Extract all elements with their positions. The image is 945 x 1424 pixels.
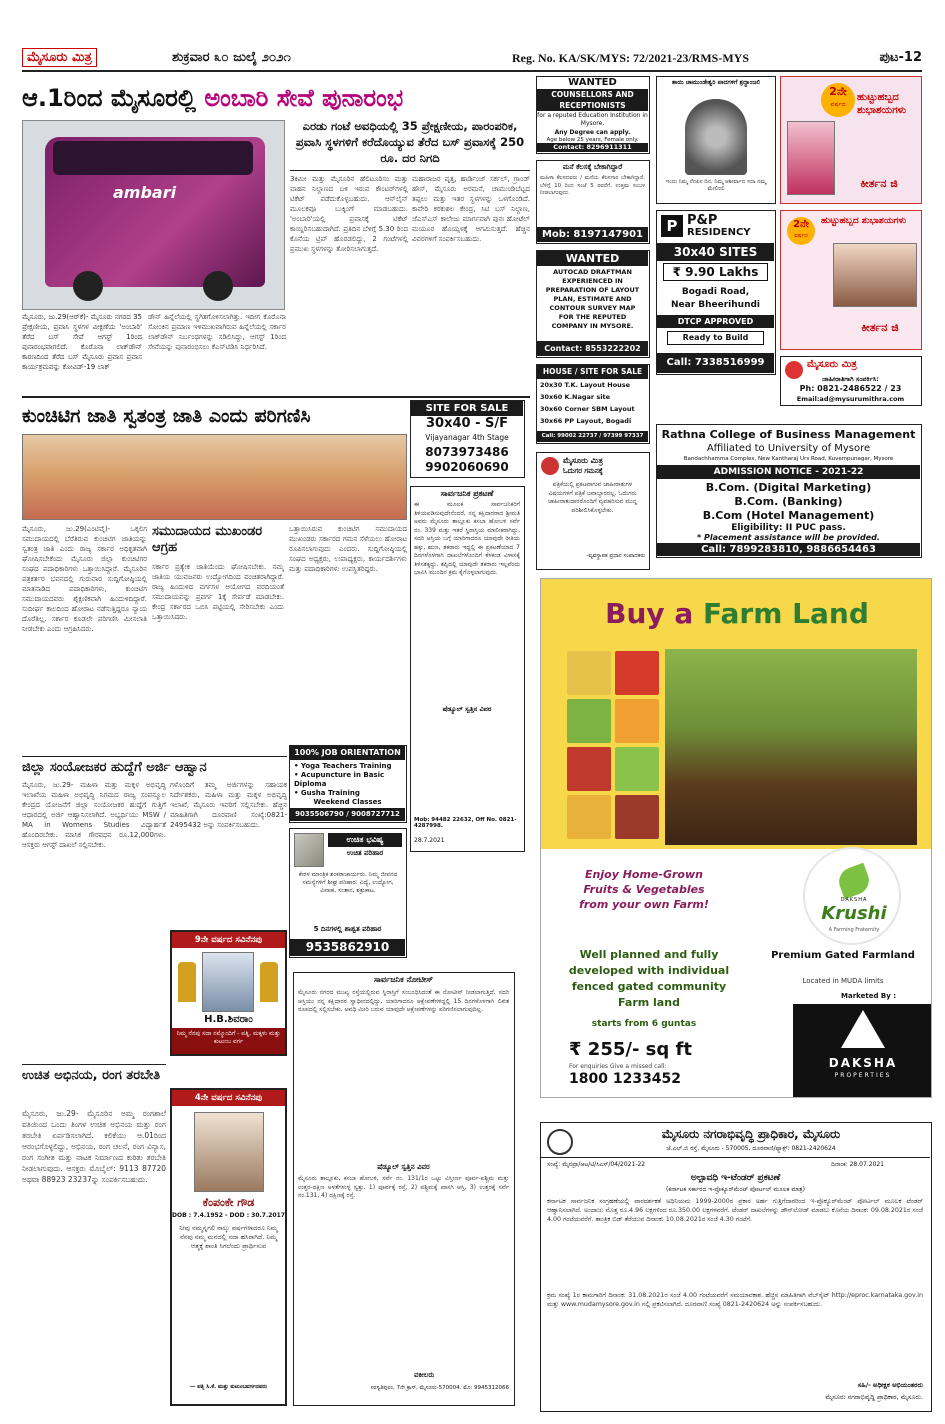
tender-ref: ಸಂಖ್ಯೆ: ಮೈನಪ್ರಾ/ಆಟ/ಟಿ/ಸಿಎಸ್/04/2021-22 bbox=[547, 1161, 646, 1168]
wanted2-title: WANTED bbox=[537, 251, 648, 266]
birthday-ad-2 bbox=[780, 210, 922, 350]
rathna-call: Call: 7899283810, 9886654463 bbox=[657, 543, 920, 556]
planting-photo bbox=[665, 649, 917, 845]
astrology-ad bbox=[289, 828, 407, 958]
page-number: ಪುಟ-12 bbox=[879, 50, 922, 65]
produce-tile bbox=[567, 699, 611, 743]
lamp-icon bbox=[178, 962, 196, 1002]
mitra-logo-icon bbox=[541, 457, 559, 475]
produce-grid bbox=[565, 649, 661, 845]
wanted2-l1: AUTOCAD DRAFTMAN bbox=[553, 268, 632, 276]
lamp-icon bbox=[260, 962, 278, 1002]
divider bbox=[22, 1064, 166, 1065]
rathna-placement: * Placement assistance will be provided. bbox=[697, 533, 880, 542]
produce-tile bbox=[615, 795, 659, 839]
farmland-starts: starts from 6 guntas bbox=[591, 1019, 697, 1029]
deity-image bbox=[685, 99, 747, 175]
story2-text-col3: ಒತ್ತಾಯಿಸಿರುವ ಕುಂಚಿಟಿಗ ಸಮುದಾಯದ ಮುಖಂಡರು ಸರ್ಕಾರದ ಗಮನ ಸೆಳೆಯಲು ಹೋರಾಟ ರೂಪಿಸಲಾಗುವುದು ಎಂದರು. ಸುದ್ದಿಗೋಷ್ಠಿಯಲ್ಲಿ ಸಂಘದ ಅಧ್ಯಕ್ಷರು, ಉಪಾಧ್ಯಕ್ಷರು, ಕಾರ್ಯದರ್ಶಿಗಳು ಮತ್ತು ಪದಾಧಿಕಾರಿಗಳು ಉಪಸ್ಥಿತರಿದ್ದರು. bbox=[289, 525, 407, 573]
house-site-title: HOUSE / SITE FOR SALE bbox=[537, 365, 648, 379]
tribute-title: ತಾಯಿ ಚಾಮುಂಡೇಶ್ವರಿ ಪಾದಗಳಿಗೆ ಶ್ರದ್ಧಾಂಜಲಿ bbox=[671, 79, 761, 86]
krushi-brand: DAKSHA bbox=[840, 897, 868, 903]
wanted1-title: WANTED bbox=[568, 77, 617, 88]
krushi-name: Krushi bbox=[821, 903, 887, 924]
public-notice-mobile: Mob: 94482 22632, Off No. 0821-4287998. bbox=[414, 817, 517, 829]
tender-text: ಕರ್ನಾಟಕ ಸಾರ್ವಜನಿಕ ಸಂಗ್ರಹಣೆಯಲ್ಲಿ ಪಾರದರ್ಶಕತೆ ಅಧಿನಿಯಮ 1999-2000ರ ಪ್ರಕಾರ ಅರ್ಹ ಗುತ್ತಿಗೆದಾರರಿಂದ ಇ-ಪ್ರೊಕ್ಯೂರ್‌ಮೆಂಟ್ ಪೋರ್ಟಲ್ ಮೂಲಕ ಟೆಂಡರ್ ಆಹ್ವಾನಿಸಲಾಗಿದೆ. ಅಂದಾಜು ಮೊತ್ತ ರೂ.4.96 ಲಕ್ಷಗಳಿಂದ ರೂ.350.00 ಲಕ್ಷಗಳವರೆಗೆ. ಟೆಂಡರ್ ದಾಖಲೆಗಳನ್ನು ಡೌನ್‌ಲೋಡ್ ಮಾಡಲು ಕೊನೆಯ ದಿನಾಂಕ: 09.08.2021ರ ಸಂಜೆ 4.00 ಗಂಟೆಯವರೆಗೆ. ತಾಂತ್ರಿಕ ಬಿಡ್ ತೆರೆಯುವ ದಿನಾಂಕ: 10.08.2021ರ ಸಂಜೆ 4.30 ಗಂಟೆಗೆ. bbox=[547, 1198, 923, 1223]
daksha-logo bbox=[793, 1004, 932, 1098]
anniversary-1-text: ನಿಮ್ಮ ನೆನಪು ಸದಾ ನಮ್ಮೊಂದಿಗೆ - ಪತ್ನಿ, ಮಕ್ಕಳು ಮತ್ತು ಕುಟುಂಬ ವರ್ಗ bbox=[172, 1028, 285, 1054]
farmland-price: ₹ 255/- sq ft bbox=[569, 1039, 692, 1060]
wanted2-l2: EXPERIENCED IN bbox=[562, 277, 623, 285]
legal-notice bbox=[293, 972, 515, 1406]
wanted2-l6: FOR THE REPUTED bbox=[558, 313, 627, 321]
rathna-address: Bandachhamma Complex, New Kantharaj Urs Road, Kuvempunagar, Mysore bbox=[683, 456, 894, 462]
mitra-contact-phone: Ph: 0821-2486522 / 23 bbox=[799, 384, 902, 393]
reader-box-title: ಮೈಸೂರು ಮಿತ್ರ bbox=[563, 456, 603, 465]
legal-notice-text: ಮೈಸೂರು ನಗರದ ಮುಖ್ಯ ರಸ್ತೆಯಲ್ಲಿರುವ ಸ್ಥಿರಾಸ್ತಿಗೆ ಸಂಬಂಧಿಸಿದಂತೆ ಈ ನೋಟೀಸ್ ನೀಡಲಾಗುತ್ತಿದೆ. ಸದರಿ ಆಸ್ತಿಯು ನನ್ನ ಕಕ್ಷಿದಾರರ ಸ್ವಾಧೀನದಲ್ಲಿದ್ದು, ಯಾರಿಗಾದರೂ ಆಕ್ಷೇಪಣೆಗಳಿದ್ದಲ್ಲಿ 15 ದಿನಗಳೊಳಗಾಗಿ ಲಿಖಿತ ರೂಪದಲ್ಲಿ ಸಲ್ಲಿಸಬೇಕು. ಅವಧಿ ಮೀರಿ ಬರುವ ಯಾವುದೇ ಆಕ್ಷೇಪಣೆಗಳನ್ನು ಪರಿಗಣಿಸಲಾಗುವುದಿಲ್ಲ. bbox=[298, 989, 509, 1013]
job-ad-line1: • Yoga Teachers Training bbox=[294, 762, 392, 770]
registration-number: Reg. No. KA/SK/MYS: 72/2021-23/RMS-MYS bbox=[512, 51, 749, 65]
lead-headline-part1: ಆ.1ರಿಂದ ಮೈಸೂರಲ್ಲಿ bbox=[22, 84, 205, 112]
house-site-item: 20x30 T.K. Layout House bbox=[540, 381, 631, 389]
tribute-ad bbox=[656, 76, 776, 204]
tender-sign2: ಮೈಸೂರು ನಗರಾಭಿವೃದ್ಧಿ ಪ್ರಾಧಿಕಾರ, ಮೈಸೂರು. bbox=[825, 1393, 923, 1401]
housekeeping-ad bbox=[536, 160, 650, 244]
produce-tile bbox=[567, 795, 611, 839]
pp-brand: P&P bbox=[687, 213, 718, 228]
rathna-affil: Affiliated to University of Mysore bbox=[706, 443, 871, 454]
public-notice-text: ಈ ಮೂಲಕ ಸಾರ್ವಜನಿಕರಿಗೆ ತಿಳಿಯಪಡಿಸುವುದೇನೆಂದರೆ, ನನ್ನ ಕಕ್ಷಿದಾರರಾದ ಶ್ರೀಮತಿ ಅವರು ಮೈಸೂರು ತಾಲ್ಲೂಕು ಕಸಬಾ ಹೋಬಳಿ ಸರ್ವೆ ನಂ. 339 ಮತ್ತು ಇತರೆ ಸ್ಥಿರಾಸ್ತಿಯ ಮಾಲೀಕರಾಗಿದ್ದು, ಸದರಿ ಆಸ್ತಿಯ ಬಗ್ಗೆ ಯಾರಿಗಾದರೂ ಯಾವುದೇ ರೀತಿಯ ಹಕ್ಕು, ಋಣ, ತಕರಾರು ಇದ್ದಲ್ಲಿ ಈ ಪ್ರಕಟಣೆಯಾದ 7 ದಿನಗಳೊಳಗಾಗಿ ದಾಖಲೆಗಳೊಂದಿಗೆ ಕೆಳಕಂಡ ವಿಳಾಸಕ್ಕೆ ತಿಳಿಸತಕ್ಕದ್ದು. ತಪ್ಪಿದಲ್ಲಿ ಯಾವುದೇ ತಕರಾರು ಇಲ್ಲವೆಂದು ಭಾವಿಸಿ ಮುಂದಿನ ಕ್ರಮ ಕೈಗೊಳ್ಳಲಾಗುವುದು. bbox=[414, 501, 520, 576]
public-notice-schedule: ಷೆಡ್ಯೂಲ್ ಸ್ವತ್ತಿನ ವಿವರ bbox=[442, 705, 492, 713]
housekeeping-text: ಮಹಿಳಾ ಕೆಲಸದವರು / ಮನೆಯ ಕೆಲಸಗಾರ ಬೇಕಾಗಿದ್ದಾರೆ. ಬೆಳಿಗ್ಗೆ 10 ರಿಂದ ಸಂಜೆ 5 ರವರೆಗೆ. ಉತ್ತಮ ಸಂಬಳ ನೀಡಲಾಗುವುದು. bbox=[540, 175, 645, 196]
bus-wheel-front bbox=[73, 271, 103, 301]
produce-tile bbox=[615, 747, 659, 791]
house-site-call: Call: 99002 22737 / 97399 97337 bbox=[537, 431, 648, 442]
job-ad-title: 100% JOB ORIENTATION bbox=[290, 746, 405, 760]
story3-text: ಮೈಸೂರು, ಜು.29- ಮಹಿಳಾ ಮತ್ತು ಮಕ್ಕಳ ಅಭಿವೃದ್ಧಿ ಇಲಾಖೆಯ ಮಹಿಳಾ ಅಭಿವೃದ್ಧಿ ನಿಗಮದ ರಾಜ್ಯ ಸಂಪನ್ಮೂಲ ಕೇಂದ್ರದ ಯೋಜನೆಗೆ ಜಿಲ್ಲಾ ಸಂಯೋಜಕರ ಹುದ್ದೆಗೆ ಗುತ್ತಿಗೆ ಆಧಾರದಲ್ಲಿ ಅರ್ಜಿ ಆಹ್ವಾನಿಸಲಾಗಿದೆ. ಅಭ್ಯರ್ಥಿಯು MSW / MA in Womens Studies ವಿದ್ಯಾರ್ಹತೆ ಹೊಂದಿರಬೇಕು. ಮಾಸಿಕ ಗೌರವಧನ ರೂ.12,000ಗಳು. ಆಸಕ್ತರು ಆಗಸ್ಟ್ ದಾಖಲೆ ಸಲ್ಲಿಸಬೇಕು. bbox=[22, 781, 166, 849]
pp-dtcp: DTCP APPROVED bbox=[657, 315, 774, 328]
astro-text: ಕೇರಳ ಮಾಂತ್ರಿಕ ಶಂಕರಾಚಾರ್ಯರು. ನಿಮ್ಮ ಜೀವನದ ಸಮಸ್ಯೆಗಳಿಗೆ ಶೀಘ್ರ ಪರಿಹಾರ: ವಿದ್ಯೆ, ಉದ್ಯೋಗ, ವಿವಾಹ, ಸಂತಾನ, ಶತ್ರುಕಾಟ. bbox=[298, 871, 398, 894]
tender-text2: ಕ್ರಮ ಸಂಖ್ಯೆ 1ರ ಕಾಮಗಾರಿಗೆ ದಿನಾಂಕ: 31.08.2021ರ ಸಂಜೆ 4.00 ಗಂಟೆಯವರೆಗೆ ಸಮಯಾವಕಾಶ. ಹೆಚ್ಚಿನ ಮಾಹಿತಿಗಾಗಿ ವೆಬ್‌ಸೈಟ್ http://eproc.karnataka.gov.in ಮತ್ತು www.mudamysore.gov.in ನಲ್ಲಿ ಪ್ರಕಟಿಸಲಾಗಿದೆ. ದೂರವಾಣಿ ಸಂಖ್ಯೆ 0821-2420624 ಅನ್ನು ಸಂಪರ್ಕಿಸಬಹುದು. bbox=[547, 1292, 923, 1308]
story2-text-col2: ಸರ್ಕಾರ ಪ್ರತ್ಯೇಕ ಜಾತಿಯೆಂದು ಘೋಷಿಸಬೇಕು. ನಮ್ಮ ಜಾತಿಯ ಯುವಜನರು ಉದ್ಯೋಗದಿಂದ ವಂಚಿತರಾಗಿದ್ದಾರೆ. ರಾಜ್ಯ ಹಿಂದುಳಿದ ವರ್ಗಗಳ ಆಯೋಗದ ವರದಿಯಂತೆ ಸಮುದಾಯವನ್ನು ಪ್ರವರ್ಗ 1ಕ್ಕೆ ಸೇರ್ಪಡೆ ಮಾಡಬೇಕು. ಕೇಂದ್ರ ಸರ್ಕಾರದ ಒಬಿಸಿ ಪಟ್ಟಿಯಲ್ಲಿ ಸೇರಿಸಬೇಕು ಎಂದು ಒತ್ತಾಯಿಸಿದರು. bbox=[152, 563, 284, 621]
story3-text2: ಗಳೊಂದಿಗೆ ತಮ್ಮ ಅರ್ಜಿಗಳನ್ನು ಸಹಾಯಕ ನಿರ್ದೇಶಕರು, ಮಹಿಳಾ ಮತ್ತು ಮಕ್ಕಳ ಅಭಿವೃದ್ಧಿ ಇಲಾಖೆ, ಮೈಸೂರು ಇವರಿಗೆ ಸಲ್ಲಿಸಬೇಕು. ಹೆಚ್ಚಿನ ಮಾಹಿತಿಗಾಗಿ ದೂರವಾಣಿ ಸಂಖ್ಯೆ:0821-2495432 ಅನ್ನು ಸಂಪರ್ಕಿಸಬಹುದು. bbox=[170, 781, 287, 829]
tender-date: ದಿನಾಂಕ: 28.07.2021 bbox=[831, 1161, 884, 1168]
lead-text-col2: ಡೌನ್ ಹಿನ್ನೆಲೆಯಲ್ಲಿ ಸ್ಥಗಿತಗೊಳಿಸಲಾಗಿತ್ತು. ಇದೀಗ ಕೊರೊನಾ ಸೋಂಕಿನ ಪ್ರಮಾಣ ಇಳಿಮುಖವಾಗಿರುವ ಹಿನ್ನೆಲೆಯಲ್ಲಿ ಸರ್ಕಾರ ಲಾಕ್‌ಡೌನ್ ನಿರ್ಬಂಧಗಳನ್ನು ಸಡಿಲಿಸಿದ್ದು, ಆಗಸ್ಟ್ 1ರಿಂದ ಸೇವೆಯನ್ನು ಪುನಾರಂಭಿಸಲು ಕೆಎಸ್‌ಟಿಡಿಸಿ ನಿರ್ಧರಿಸಿದೆ. bbox=[148, 313, 286, 351]
krushi-tag: A Farming Fraternity bbox=[828, 927, 880, 933]
tender-heading: ಅಲ್ಪಾವಧಿ ಇ-ಟೆಂಡರ್ ಪ್ರಕಟಣೆ bbox=[690, 1173, 781, 1183]
farmland-premium: Premium Gated Farmland bbox=[771, 950, 915, 961]
lead-headline-accent: ಅಂಬಾರಿ ಸೇವೆ ಪುನಾರಂಭ bbox=[204, 84, 404, 112]
krushi-logo bbox=[803, 847, 901, 945]
dateline: ಶುಕ್ರವಾರ ೩೦ ಜುಲೈ ೨೦೨೧ bbox=[172, 50, 291, 65]
public-notice bbox=[410, 486, 525, 852]
astro-sub: ಉಚಿತ ಪರಿಹಾರ bbox=[346, 849, 384, 857]
pp-residency-ad bbox=[656, 210, 776, 375]
divider bbox=[22, 396, 530, 398]
wanted1-line2: RECEPTIONISTS bbox=[537, 100, 648, 111]
anniversary-2-text: ನೀವು ನಮ್ಮನ್ನಗಲಿ ನಾಲ್ಕು ವರ್ಷಗಳಾದರೂ ನಿಮ್ಮ ನೆನಪು ನಮ್ಮ ಮನದಲ್ಲಿ ಸದಾ ಹಸಿರಾಗಿದೆ. ನಿಮ್ಮ ಆತ್ಮಕ್ಕೆ ಶಾಂತಿ ಸಿಗಲೆಂದು ಪ್ರಾರ್ಥಿಸುವ bbox=[179, 1224, 278, 1250]
story4-headline: ಉಚಿತ ಅಭಿನಯ, ರಂಗ ತರಬೇತಿ bbox=[22, 1068, 161, 1083]
site-ad-location: Vijayanagar 4th Stage bbox=[425, 433, 509, 442]
p-logo-icon: P bbox=[661, 215, 683, 237]
anniversary-ad-2 bbox=[170, 1088, 287, 1406]
newspaper-logo: ಮೈಸೂರು ಮಿತ್ರ bbox=[22, 48, 97, 67]
wanted2-l4: PLAN, ESTIMATE AND bbox=[553, 295, 632, 303]
portrait-photo bbox=[202, 952, 254, 1012]
job-orientation-ad bbox=[289, 745, 407, 823]
farmland-headline bbox=[541, 597, 932, 630]
story3-headline: ಜಿಲ್ಲಾ ಸಂಯೋಜಕರ ಹುದ್ದೆಗೆ ಅರ್ಜಿ ಆಹ್ವಾನ bbox=[22, 760, 207, 775]
story2-headline: ಕುಂಚಿಟಿಗ ಜಾತಿ ಸ್ವತಂತ್ರ ಜಾತಿ ಎಂದು ಪರಿಗಣಿಸಿ bbox=[22, 405, 311, 427]
public-notice-title: ಸಾರ್ವಜನಿಕ ಪ್ರಕಟಣೆ bbox=[440, 489, 494, 498]
tender-address: ಜೆ.ಎಲ್.ಬಿ ರಸ್ತೆ, ಮೈಸೂರು - 570005, ದೂರವಾಣಿ/ಫ್ಯಾಕ್ಸ್: 0821-2420624 bbox=[666, 1145, 836, 1152]
job-ad-line4: Weekend Classes bbox=[313, 798, 382, 806]
farmland-phone: 1800 1233452 bbox=[569, 1071, 682, 1087]
daksha-properties: PROPERTIES bbox=[834, 1072, 892, 1079]
mitra-contact-title: ಮೈಸೂರು ಮಿತ್ರ bbox=[807, 359, 857, 370]
reader-notice-box bbox=[536, 452, 650, 570]
birthday1-badge-word: ವರ್ಷದ bbox=[830, 101, 846, 108]
rathna-course: B.Com. (Digital Marketing) bbox=[705, 481, 872, 494]
birthday1-title: ಹುಟ್ಟುಹಬ್ಬದ ಶುಭಾಶಯಗಳು bbox=[857, 92, 907, 116]
house-site-item: 30x60 Corner SBM Layout bbox=[540, 405, 635, 413]
job-ad-line3: • Gusha Training bbox=[294, 789, 360, 797]
lead-text-col4: ಮಹಾರಾಜರ ವೃತ್ತ, ಹಾರ್ಡಿಂಜ್ ಸರ್ಕಲ್, ಗ್ರಾಂಡ್ ಹೌಸ್, ಮೈಸೂರು ಅರಮನೆ, ಚಾಮುಂಡಿಬೆಟ್ಟದ ತಪ್ಪಲು ಮತ್ತು ಇತರ ಸ್ಥಳಗಳನ್ನು ಒಳಗೊಂಡಿದೆ. ಕಾವೇರಿ ಕರಕುಶಲ ಕೇಂದ್ರ, ಸಿಟಿ ಬಸ್ ನಿಲ್ದಾಣ, ಜೆಎಸ್‌ಎಸ್ ಕಾಲೇಜು ಮಾರ್ಗವಾಗಿ ಪುನಃ ಹೋಟೆಲ್ ಮಯೂರ ಹೊಯ್ಸಳಕ್ಕೆ ಆಗಮಿಸುತ್ತದೆ. ಹೆಚ್ಚಿನ ವಿವರಗಳಿಗೆ ಸಂಪರ್ಕಿಸಬಹುದು. bbox=[412, 175, 530, 243]
public-notice-date: 28.7.2021 bbox=[414, 837, 445, 844]
wanted1-line1: COUNSELLORS AND bbox=[537, 89, 648, 100]
wanted2-l3: PREPARATION OF LAYOUT bbox=[545, 286, 640, 294]
legal-notice-schedule-text: ಮೈಸೂರು ತಾಲ್ಲೂಕು, ಕಸಬಾ ಹೋಬಳಿ, ಸರ್ವೆ ನಂ. 131/1ರ ಒಟ್ಟು ವಿಸ್ತೀರ್ಣ ಪೂರ್ವ-ಪಶ್ಚಿಮ ಮತ್ತು ಉತ್ತರ-ದಕ್ಷಿಣ ಅಳತೆಗಳುಳ್ಳ ಸ್ವತ್ತು. 1) ಪೂರ್ವಕ್ಕೆ ರಸ್ತೆ, 2) ಪಶ್ಚಿಮಕ್ಕೆ ಖಾಸಗಿ ಆಸ್ತಿ, 3) ಉತ್ತರಕ್ಕೆ ಸರ್ವೆ ನಂ.131, 4) ದಕ್ಷಿಣಕ್ಕೆ ರಸ್ತೆ. bbox=[298, 1175, 509, 1199]
farmland-buy: Buy a bbox=[605, 597, 704, 630]
farmland-muda: Located in MUDA limits bbox=[802, 977, 884, 985]
story2-section-head: ಸಮುದಾಯದ ಮುಖಂಡರ ಆಗ್ರಹ bbox=[152, 524, 263, 555]
job-ad-phone: 9035506790 / 9008727712 bbox=[290, 808, 405, 821]
divider bbox=[290, 170, 530, 171]
reader-box-text: ಪತ್ರಿಕೆಯಲ್ಲಿ ಪ್ರಕಟವಾಗುವ ಜಾಹೀರಾತುಗಳ ವಿಷಯಗಳಿಗೆ ಪತ್ರಿಕೆ ಜವಾಬ್ದಾರರಲ್ಲ. ಓದುಗರು ಜಾಹೀರಾತುದಾರರೊಂದಿಗೆ ವ್ಯವಹರಿಸುವ ಮುನ್ನ ಪರಿಶೀಲಿಸಿಕೊಳ್ಳಬೇಕು. bbox=[547, 481, 638, 514]
farmland-enquiries: For enquiries Give a missed call: bbox=[569, 1063, 667, 1070]
astro-phone: 9535862910 bbox=[290, 939, 405, 956]
anniversary-2-title: 4ನೇ ವರ್ಷದ ಸವಿನೆನಪು bbox=[172, 1090, 285, 1106]
birthday-ad-1 bbox=[780, 76, 922, 204]
divider bbox=[22, 756, 287, 757]
produce-tile bbox=[567, 747, 611, 791]
bus-wheel-rear bbox=[203, 271, 233, 301]
ambari-bus-photo bbox=[22, 120, 285, 310]
site-ad-title: SITE FOR SALE bbox=[411, 401, 523, 416]
tender-title: ಮೈಸೂರು ನಗರಾಭಿವೃದ್ಧಿ ಪ್ರಾಧಿಕಾರ, ಮೈಸೂರು bbox=[661, 1127, 841, 1141]
leaf-icon bbox=[835, 863, 873, 900]
anniversary-ad-1 bbox=[170, 930, 287, 1056]
wanted-draftsman-ad bbox=[536, 250, 650, 358]
wanted1-line5: Age below 25 years, Female only. bbox=[546, 137, 639, 143]
legal-notice-address: ಸರಸ್ವತಿಪುರಂ, 7ನೇ ಕ್ರಾಸ್, ಮೈಸೂರು-570004. ಮೊ: 9945312066 bbox=[370, 1385, 509, 1391]
masthead bbox=[22, 48, 922, 72]
house-site-item: 30x66 PP Layout, Bogadi bbox=[540, 417, 632, 425]
pp-location2: Near Bheerihundi bbox=[670, 300, 761, 310]
farmland-enjoy: Enjoy Home-Grown Fruits & Vegetables from your own Farm! bbox=[579, 868, 709, 911]
legal-notice-title: ಸಾರ್ವಜನಿಕ ನೋಟೀಸ್ bbox=[373, 975, 434, 984]
mitra-contact-email: Email:ad@mysurumithra.com bbox=[796, 395, 905, 403]
rathna-college-ad bbox=[656, 424, 922, 558]
site-ad-size: 30x40 - S/F bbox=[425, 416, 508, 431]
mitra-contact-ad bbox=[780, 356, 922, 406]
wanted1-contact: Contact: 8296911311 bbox=[537, 143, 648, 152]
birthday2-title: ಹುಟ್ಟುಹಬ್ಬದ ಶುಭಾಶಯಗಳು bbox=[821, 216, 907, 226]
farmland-planned: Well planned and fully developed with individual fenced gated community Farm land bbox=[568, 948, 730, 1009]
legal-notice-schedule: ಷೆಡ್ಯೂಲ್ ಸ್ವತ್ತಿನ ವಿವರ bbox=[377, 1163, 430, 1171]
tender-sign: ಸಹಿ/- ಅಧೀಕ್ಷಕ ಅಭಿಯಂತರರು bbox=[857, 1381, 923, 1389]
farmland-ad bbox=[540, 578, 932, 1098]
astro-days: 5 ದಿನಗಳಲ್ಲಿ ಶಾಶ್ವತ ಪರಿಹಾರ bbox=[313, 925, 382, 933]
emblem-icon bbox=[547, 1129, 573, 1155]
wanted1-line4: Any Degree can apply. bbox=[554, 129, 631, 136]
birthday1-name: ಕೀರ್ತನ ಜಿ bbox=[860, 177, 898, 190]
bus-window bbox=[53, 141, 253, 175]
meeting-photo bbox=[22, 434, 407, 520]
wanted2-l7: COMPANY IN MYSORE. bbox=[551, 322, 634, 330]
rathna-course: B.Com. (Banking) bbox=[734, 495, 843, 508]
pp-price: ₹ 9.90 Lakhs bbox=[663, 263, 768, 281]
portrait-photo bbox=[194, 1112, 264, 1192]
produce-tile bbox=[615, 699, 659, 743]
reader-box-sub: ಓದುಗರ ಗಮನಕ್ಕೆ bbox=[563, 467, 603, 475]
rathna-title: Rathna College of Business Management bbox=[661, 428, 916, 441]
housekeeping-title: ಮನೆ ಕೆಲಸಕ್ಕೆ ಬೇಕಾಗಿದ್ದಾರೆ bbox=[562, 163, 623, 171]
legal-notice-sign: ವಕೀಲರು bbox=[414, 1371, 435, 1379]
rathna-notice: ADMISSION NOTICE - 2021-22 bbox=[657, 465, 920, 479]
wanted1-line3: for a reputed Education Institution in Mysore. bbox=[537, 112, 648, 127]
astro-title: ಉಚಿತ ಭವಿಷ್ಯ bbox=[328, 833, 402, 847]
divider bbox=[541, 1157, 930, 1158]
house-site-sale-ad bbox=[536, 364, 650, 444]
rathna-eligibility: Eligibility: II PUC pass. bbox=[731, 523, 846, 533]
pp-sites: 30x40 SITES bbox=[657, 243, 774, 261]
story2-text-col1: ಮೈಸೂರು, ಜು.29(ಎಂಟಿವೈ)- ಒಕ್ಕಲಿಗ ಸಮುದಾಯದಲ್ಲಿ ಬೆರೆತಿರುವ ಕುಂಚಿಟಿಗ ಜಾತಿಯನ್ನು ಸ್ವತಂತ್ರ ಜಾತಿ ಎಂದು ರಾಜ್ಯ ಸರ್ಕಾರ ಅಧಿಕೃತವಾಗಿ ಘೋಷಿಸಬೇಕೆಂದು ಮೈಸೂರು ಜಿಲ್ಲಾ ಕುಂಚಿಟಿಗರ ಸಂಘದ ಪದಾಧಿಕಾರಿಗಳು ಒತ್ತಾಯಿಸಿದ್ದಾರೆ. ಮೈಸೂರಿನ ಪತ್ರಕರ್ತರ ಭವನದಲ್ಲಿ ಗುರುವಾರ ಸುದ್ದಿಗೋಷ್ಠಿಯಲ್ಲಿ ಮಾತನಾಡಿದ ಪದಾಧಿಕಾರಿಗಳು, ಕುಂಚಿಟಿಗ ಸಮುದಾಯದವರು ಶೈಕ್ಷಣಿಕವಾಗಿ ಹಿಂದುಳಿದಿದ್ದಾರೆ. ಸುದೀರ್ಘ ಕಾಲದಿಂದ ಹೋರಾಟ ನಡೆಸುತ್ತಿದ್ದರೂ ನ್ಯಾಯ ದೊರೆತಿಲ್ಲ. ಸರ್ಕಾರ ಕೂಡಲೇ ಪರಿಗಣಿಸಿ ಮೀಸಲಾತಿ ನೀಡಬೇಕು ಎಂದು ಆಗ್ರಹಿಸಿದರು. bbox=[22, 525, 147, 633]
farmland-marketed: Marketed By : bbox=[841, 992, 897, 1000]
story4-text: ಮೈಸೂರು, ಜು.29- ಮೈಸೂರಿನ ಅಮ್ಮ ರಂಗಶಾಲೆ ವತಿಯಿಂದ ಒಂದು ತಿಂಗಳ ಉಚಿತ ಅಭಿನಯ ಮತ್ತು ರಂಗ ತರಬೇತಿ ಏರ್ಪಡಿಸಲಾಗಿದೆ. ಕಲಿಕೆಯು ಆ.01ರಿಂದ ಆರಂಭಗೊಳ್ಳಲಿದ್ದು, ಅಭಿನಯ, ರಂಗ ಚಲನೆ, ರಂಗ ವಿನ್ಯಾಸ, ರಂಗ ಸಂಗೀತ ಮತ್ತು ನಾಟಕ ನಿರ್ಮಾಣದ ಕುರಿತು ತರಬೇತಿ ನೀಡಲಾಗುವುದು. ಆಸಕ್ತರು ಮೊಬೈಲ್: 9113 87720 ಅಥವಾ 88923 23237ನ್ನು ಸಂಪರ್ಕಿಸಬಹುದು. bbox=[22, 1109, 166, 1184]
pp-call: Call: 7338516999 bbox=[657, 353, 774, 373]
daksha-name: DAKSHA bbox=[828, 1056, 898, 1070]
anniversary-1-name: H.B.ಶಿವರಾಂ bbox=[204, 1014, 253, 1025]
reader-box-sign: -ವ್ಯವಸ್ಥಾಪಕ ಪ್ರಧಾನ ಸಂಪಾದಕರು bbox=[586, 553, 645, 559]
bus-brand: ambari bbox=[113, 183, 177, 202]
housekeeping-mobile: Mob: 8197147901 bbox=[537, 227, 648, 242]
pp-location1: Bogadi Road, bbox=[681, 287, 750, 297]
family-photo bbox=[833, 243, 917, 307]
site-ad-phone1: 8073973486 bbox=[425, 445, 509, 459]
birthday2-badge-num: 2ನೇ bbox=[793, 219, 809, 230]
pp-brand2: RESIDENCY bbox=[687, 227, 751, 238]
lead-subhead: ಎರಡು ಗಂಟೆ ಅವಧಿಯಲ್ಲಿ 35 ಪ್ರೇಕ್ಷಣೀಯ, ಪಾರಂಪರಿಕ, ಪ್ರವಾಸಿ ಸ್ಥಳಗಳಿಗೆ ಕರೆದೊಯ್ಯುವ ತೆರೆದ ಬಸ್ ಪ್ರವಾಸಕ್ಕೆ 250 ರೂ. ದರ ನಿಗದಿ bbox=[295, 119, 525, 165]
photo-caption: ಮೈಸೂರು, ಜು.29(ಆರ್‌ಕೆ)- ಮೈಸೂರು ನಗರದ 35 ಪ್ರೇಕ್ಷಣೀಯ, ಪ್ರವಾಸಿ ಸ್ಥಳಗಳ ವೀಕ್ಷಣೆಯ 'ಅಂಬಾರಿ' ತೆರೆದ ಬಸ್ ಸೇವೆ ಆಗಸ್ಟ್ 1ರಿಂದ ಪುನಾರಂಭವಾಗಲಿದೆ. ಕೊರೊನಾ ಲಾಕ್‌ಡೌನ್ ಕಾರಣದಿಂದ ತೆರೆದ ಬಸ್ ಮೈಸೂರು ಪ್ರವಾಸ ಪ್ರವಾಸ ಕಾರ್ಯಕ್ರಮವನ್ನು ಕೋವಿಡ್-19 ಲಾಕ್ bbox=[22, 313, 142, 371]
produce-tile bbox=[567, 651, 611, 695]
birthday2-badge-word: ವರ್ಷದ bbox=[794, 233, 808, 239]
anniversary-1-title: 9ನೇ ವರ್ಷದ ಸವಿನೆನಪು bbox=[172, 932, 285, 948]
anniversary-2-sign: — ಪತ್ನಿ ಸಿ.ಕೆ. ಮತ್ತು ಕುಟುಂಬವರ್ಗದವರು bbox=[189, 1384, 268, 1390]
house-site-item: 30x60 K.Nagar site bbox=[540, 393, 610, 401]
wanted2-contact: Contact: 8553222202 bbox=[537, 341, 648, 356]
birthday2-name: ಕೀರ್ತನ ಜಿ bbox=[861, 321, 899, 334]
anniversary-2-name: ಕೆಂಪಂಕೇ ಗೌಡ bbox=[202, 1196, 255, 1209]
mitra-contact-sub: ಜಾಹೀರಾತಿಗಾಗಿ ಸಂಪರ್ಕಿಸಿ: bbox=[822, 375, 879, 383]
wanted-counsellors-ad bbox=[536, 76, 650, 154]
daksha-mark-icon bbox=[841, 1010, 885, 1048]
birthday1-badge-num: 2ನೇ bbox=[829, 85, 847, 98]
muda-tender-notice bbox=[540, 1122, 932, 1412]
wanted2-l5: CONTOUR SURVEY MAP bbox=[549, 304, 636, 312]
lead-text-col3: 3ಕಿಮೀ ಮತ್ತು ಮೈಸೂರಿನ ಹೆಲಿಟೂರಿಸಂ ಮತ್ತು ವಾಹನ ನಿಲ್ದಾಣದ ಬಳಿ ಇರುವ ಕೌಂಟರ್‌ಗಳಲ್ಲಿ ಟಿಕೆಟ್ ಪಡೆದುಕೊಳ್ಳಬಹುದು. ಆನ್‌ಲೈನ್ ಮೂಲಕವೂ ಬುಕ್ಕಿಂಗ್ ಮಾಡಬಹುದು. 'ಅಂಬಾರಿ'ಯಲ್ಲಿ ಪ್ರವಾಸಕ್ಕೆ ಟಿಕೆಟ್ ಕಾಯ್ದಿರಿಸಬಹುದಾಗಿದೆ. ಪ್ರತಿದಿನ ಬೆಳಿಗ್ಗೆ 5.30 ರಿಂದ ಕೊನೆಯ ಟ್ರಿಪ್ ಹೊರಡಲಿದ್ದು, 2 ಗಂಟೆಗಳಲ್ಲಿ ಪ್ರಮುಖ ಸ್ಥಳಗಳನ್ನು ತೋರಿಸಲಾಗುತ್ತದೆ. bbox=[290, 175, 408, 253]
job-ad-line2: • Acupuncture in Basic Diploma bbox=[294, 771, 385, 788]
lead-headline bbox=[22, 80, 530, 116]
produce-tile bbox=[615, 651, 659, 695]
child-photo bbox=[787, 121, 835, 195]
tribute-caption: ಇಂದು ನಿಮ್ಮ ನೆನಪಿನ ದಿನ, ನಿಮ್ಮ ಆಶೀರ್ವಾದ ಸದಾ ನಮ್ಮ ಮೇಲಿರಲಿ bbox=[665, 179, 767, 192]
pp-ready: Ready to Build bbox=[667, 331, 764, 345]
rathna-course: B.Com (Hotel Management) bbox=[702, 509, 875, 522]
farmland-farm: Farm Land bbox=[703, 597, 869, 630]
anniversary-2-dates: DOB : 7.4.1952 - DOD : 30.7.2017 bbox=[172, 1212, 285, 1219]
site-ad-phone2: 9902060690 bbox=[425, 460, 509, 474]
astrologer-photo bbox=[294, 833, 324, 867]
site-for-sale-ad bbox=[410, 400, 525, 478]
tender-sub: (ಕರ್ನಾಟಕ ಸರ್ಕಾರದ ಇ-ಪ್ರೊಕ್ಯೂರ್‌ಮೆಂಟ್ ಪೋರ್ಟಲ್ ಮೂಲಕ ಮಾತ್ರ) bbox=[666, 1186, 805, 1193]
